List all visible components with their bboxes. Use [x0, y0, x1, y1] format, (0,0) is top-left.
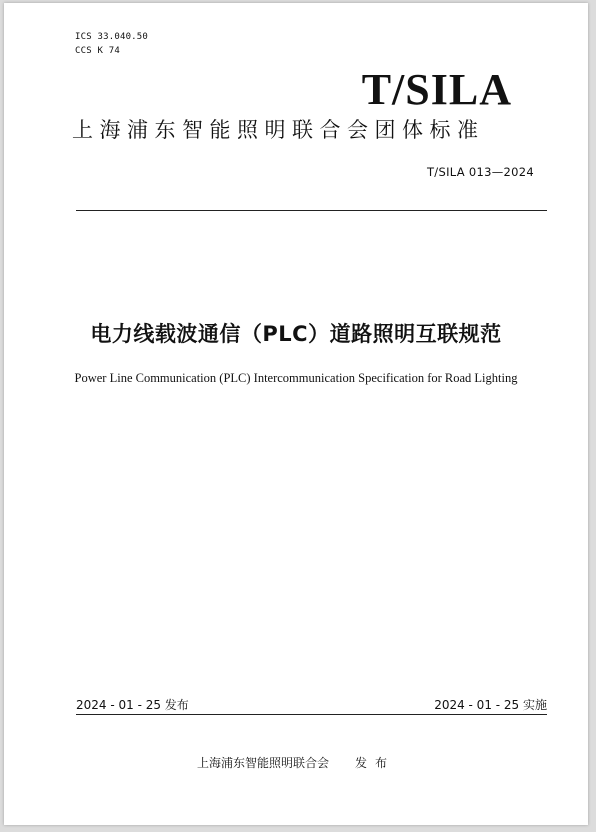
implementation-date: 2024 - 01 - 25 实施 [434, 698, 547, 712]
ccs-code: CCS K 74 [75, 46, 120, 56]
footer-divider [76, 714, 547, 715]
standard-number: T/SILA 013—2024 [426, 165, 534, 179]
ics-code: ICS 33.040.50 [75, 32, 149, 42]
organization-title: 上海浦东智能照明联合会团体标准 [72, 118, 485, 142]
document-title-chinese: 电力线载波通信（PLC）道路照明互联规范 [90, 322, 502, 346]
header-divider [76, 210, 547, 211]
document-title-english: Power Line Communication (PLC) Intercommunication Specification for Road Lighting [74, 371, 518, 385]
publish-label: 发布 [355, 756, 396, 770]
issue-date: 2024 - 01 - 25 发布 [76, 698, 189, 712]
publisher-name: 上海浦东智能照明联合会 [196, 756, 329, 770]
standard-logo: T/SILA [361, 65, 512, 114]
publisher-line [4, 755, 588, 771]
document-page [4, 3, 588, 825]
